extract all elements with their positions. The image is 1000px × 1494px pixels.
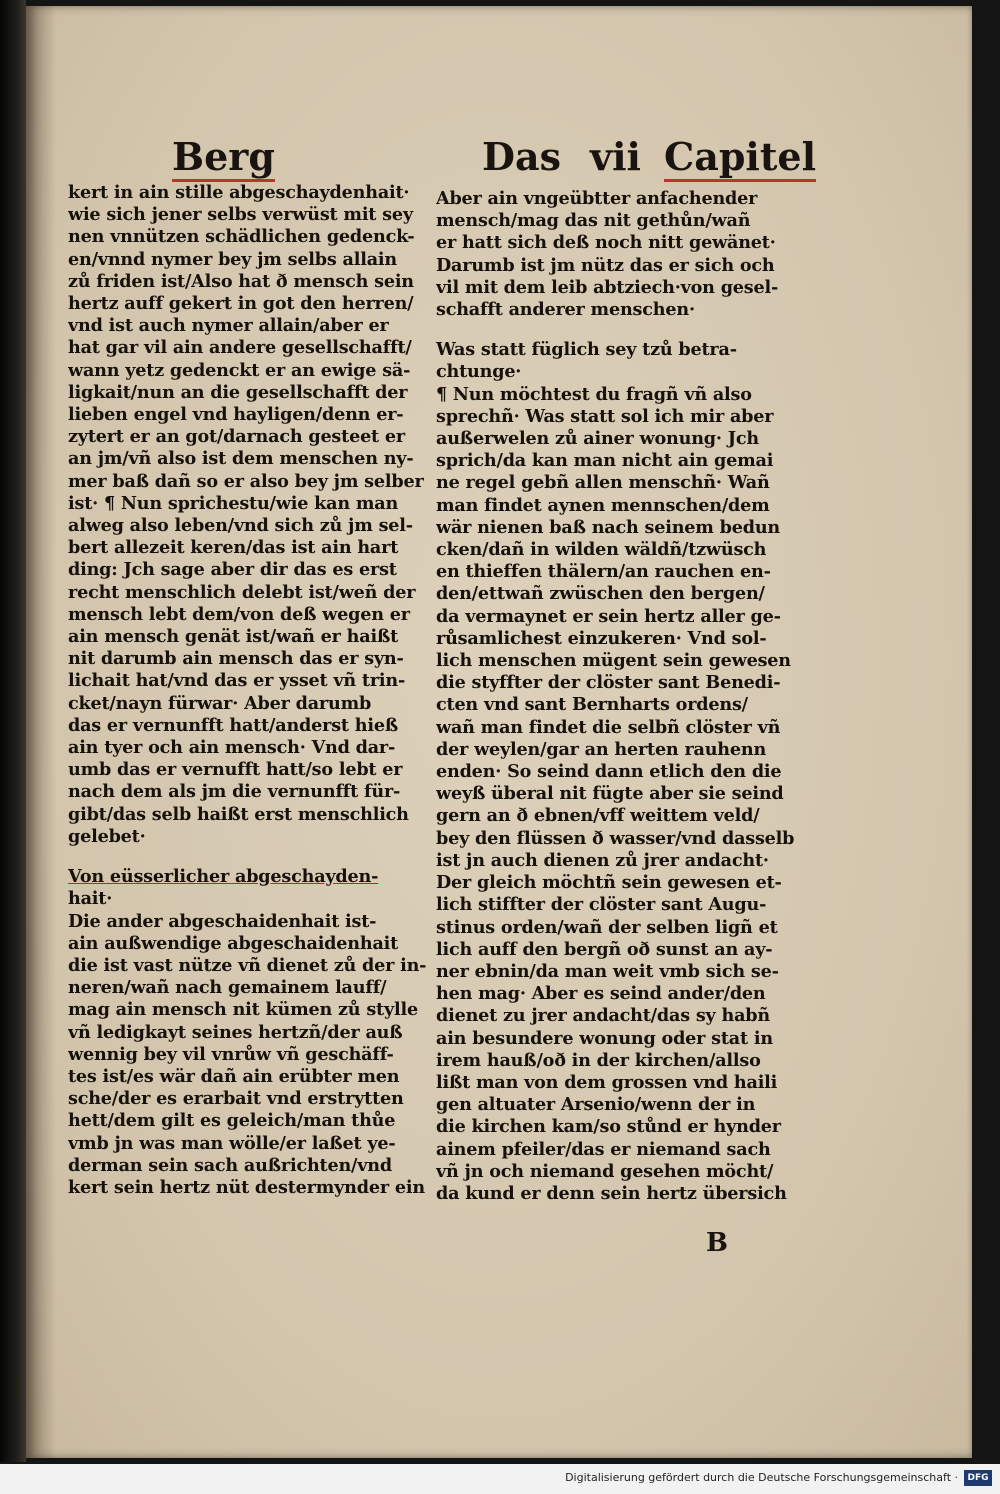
text-line: cken/dañ in wilden wäldñ/tzwüsch	[436, 539, 767, 561]
text-line: nach dem als jm die vernunfft für-	[68, 781, 401, 803]
text-line: vnd ist auch nymer allain/aber er	[68, 315, 389, 337]
text-line: nit darumb ain mensch das er syn-	[68, 648, 404, 670]
right-section-heading	[436, 339, 798, 383]
book-page	[26, 6, 972, 1458]
text-line: das er vernunfft hatt/anderst hieß	[68, 714, 398, 736]
text-line: ain besundere wonung oder stat in	[436, 1027, 773, 1049]
text-line: enden· So seind dann etlich den die	[436, 761, 782, 783]
text-line: derman sein sach außrichten/vnd	[68, 1154, 393, 1176]
text-line: umb das er vernufft hatt/so lebt er	[68, 759, 403, 781]
digitization-footer	[0, 1464, 1000, 1494]
text-line: gibt/das selb haißt erst menschlich	[68, 803, 409, 825]
text-line: Die ander abgeschaidenhait ist-	[68, 910, 377, 932]
text-line: Der gleich möchtñ sein gewesen et-	[436, 872, 782, 894]
text-line: cket/nayn fürwar· Aber darumb	[68, 692, 372, 714]
text-line: nen vnnützen schädlichen gedenck-	[68, 226, 415, 248]
text-line: mensch lebt dem/von deß wegen er	[68, 603, 410, 625]
text-line: schafft anderer menschen·	[436, 299, 695, 321]
left-paragraph-2	[68, 911, 460, 1200]
text-line: hertz auff gekert in got den herren/	[68, 293, 414, 315]
text-line: mer baß dañ so er also bey jm selber	[68, 470, 424, 492]
text-line: zytert er an got/darnach gesteet er	[68, 426, 405, 448]
header-right-word: Capitel	[664, 134, 816, 182]
text-line: recht menschlich delebt ist/weñ der	[68, 581, 416, 603]
text-line: man findet aynen mennschen/dem	[436, 494, 770, 516]
text-line: sprich/da kan man nicht ain gemai	[436, 450, 774, 472]
header-left-word: Berg	[172, 134, 275, 182]
dfg-logo: DFG	[964, 1470, 992, 1486]
text-line: da kund er denn sein hertz übersich	[436, 1182, 787, 1204]
right-paragraph-2	[436, 384, 798, 1206]
text-line: lich menschen mügent sein gewesen	[436, 650, 791, 672]
text-line: chtunge·	[436, 361, 522, 383]
text-line: kert in ain stille abgeschaydenhait·	[68, 182, 410, 203]
text-line: sprechñ· Was statt sol ich mir aber	[436, 405, 774, 427]
text-line: ligkait/nun an die gesellschafft der	[68, 381, 408, 403]
text-line: die ist vast nütze vñ dienet zů der in-	[68, 954, 427, 976]
header-chapter-number: vii	[590, 134, 641, 179]
text-line: sche/der es erarbait vnd erstrytten	[68, 1088, 404, 1110]
text-line: Darumb ist jm nütz das er sich och	[436, 254, 775, 276]
text-line: ain tyer och ain mensch· Vnd dar-	[68, 737, 396, 759]
text-line: ist jn auch dienen zů jrer andacht·	[436, 849, 769, 871]
text-line: hat gar vil ain andere gesellschafft/	[68, 337, 412, 359]
text-line: lieben engel vnd hayligen/denn er-	[68, 404, 404, 426]
text-line: ist· ¶ Nun sprichestu/wie kan man	[68, 492, 399, 514]
text-line: wie sich jener selbs verwüst mit sey	[68, 204, 413, 226]
text-line: hen mag· Aber es seind ander/den	[436, 983, 766, 1005]
text-line: lich stiffter der clöster sant Augu-	[436, 894, 767, 916]
text-line: die styffter der clöster sant Benedi-	[436, 672, 781, 694]
text-line: wañ man findet die selbñ clöster vñ	[436, 716, 781, 738]
header-middle-word: Das	[482, 134, 561, 179]
text-line: ain außwendige abgeschaidenhait	[68, 932, 399, 954]
text-line: kert sein hertz nüt destermynder ein	[68, 1176, 425, 1198]
left-paragraph-1	[68, 182, 460, 848]
signature-mark: B	[706, 1228, 728, 1258]
right-paragraph-1	[436, 188, 798, 321]
left-section-heading	[68, 866, 460, 910]
text-line: stinus orden/wañ der selben ligñ et	[436, 916, 778, 938]
text-line: alweg also leben/vnd sich zů jm sel-	[68, 515, 413, 537]
text-line: hait·	[68, 888, 113, 910]
right-text-column	[436, 188, 798, 1205]
text-line: an jm/vñ also ist dem menschen ny-	[68, 448, 414, 470]
footer-credit-text: Digitalisierung gefördert durch die Deutsche Forschungsgemeinschaft ·	[565, 1471, 958, 1484]
text-line: hett/dem gilt es geleich/man thůe	[68, 1110, 396, 1132]
text-line: er hatt sich deß noch nitt gewänet·	[436, 232, 776, 254]
text-line: weyß überal nit fügte aber sie seind	[436, 783, 784, 805]
text-line: ne regel gebñ allen menschñ· Wañ	[436, 472, 770, 494]
text-line: der weylen/gar an herten rauhenn	[436, 738, 767, 760]
text-line: lichait hat/vnd das er ysset vñ trin-	[68, 670, 406, 692]
text-line: zů friden ist/Also hat ð mensch sein	[68, 270, 414, 292]
text-line: ding: Jch sage aber dir das es erst	[68, 559, 397, 581]
text-line: ¶ Nun möchtest du fragñ vñ also	[436, 383, 752, 405]
text-line: cten vnd sant Bernharts ordens/	[436, 694, 748, 716]
text-line: růsamlichest einzukeren· Vnd sol-	[436, 627, 767, 649]
text-line: Was statt füglich sey tzů betra-	[436, 339, 737, 361]
text-line: ain mensch genät ist/wañ er haißt	[68, 626, 399, 648]
page-gutter-shadow	[26, 6, 56, 1458]
text-line: die kirchen kam/so stůnd er hynder	[436, 1116, 781, 1138]
text-line: Von eüsserlicher abgeschayden-	[68, 866, 379, 888]
text-line: Aber ain vngeübtter anfachender	[436, 188, 758, 209]
text-line: bert allezeit keren/das ist ain hart	[68, 537, 399, 559]
text-line: vil mit dem leib abtziech·von gesel-	[436, 276, 779, 298]
text-line: lich auff den bergñ oð sunst an ay-	[436, 938, 773, 960]
text-line: gelebet·	[68, 825, 146, 847]
text-line: bey den flüssen ð wasser/vnd dasselb	[436, 827, 795, 849]
text-line: wann yetz gedenckt er an ewige sä-	[68, 359, 411, 381]
text-line: irem hauß/oð in der kirchen/allso	[436, 1049, 761, 1071]
text-line: vñ ledigkayt seines hertzñ/der auß	[68, 1021, 403, 1043]
text-line: außerwelen zů ainer wonung· Jch	[436, 428, 759, 450]
text-line: neren/wañ nach gemainem lauff/	[68, 977, 387, 999]
text-line: vñ jn och niemand gesehen möcht/	[436, 1160, 774, 1182]
text-line: ainem pfeiler/das er niemand sach	[436, 1138, 771, 1160]
text-line: tes ist/es wär dañ ain erübter men	[68, 1065, 400, 1087]
text-line: en thieffen thälern/an rauchen en-	[436, 561, 771, 583]
text-line: mag ain mensch nit kümen zů stylle	[68, 999, 418, 1021]
text-line: den/ettwañ zwüschen den bergen/	[436, 583, 765, 605]
text-line: ner ebnin/da man weit vmb sich se-	[436, 960, 779, 982]
text-line: mensch/mag das nit gethůn/wañ	[436, 210, 751, 232]
text-line: gen altuater Arsenio/wenn der in	[436, 1094, 756, 1116]
text-line: vmb jn was man wölle/er laßet ye-	[68, 1132, 396, 1154]
text-line: gern an ð ebnen/vff weittem veld/	[436, 805, 760, 827]
text-line: wär nienen baß nach seinem bedun	[436, 516, 781, 538]
text-line: wennig bey vil vnrůw vñ geschäff-	[68, 1043, 394, 1065]
text-line: en/vnnd nymer bey jm selbs allain	[68, 248, 397, 270]
text-line: lißt man von dem grossen vnd haili	[436, 1071, 778, 1093]
left-text-column	[68, 182, 460, 1199]
text-line: dienet zu jrer andacht/das sy habñ	[436, 1005, 770, 1027]
book-spine-edge	[0, 0, 26, 1462]
text-line: da vermaynet er sein hertz aller ge-	[436, 605, 781, 627]
running-header	[26, 134, 972, 184]
